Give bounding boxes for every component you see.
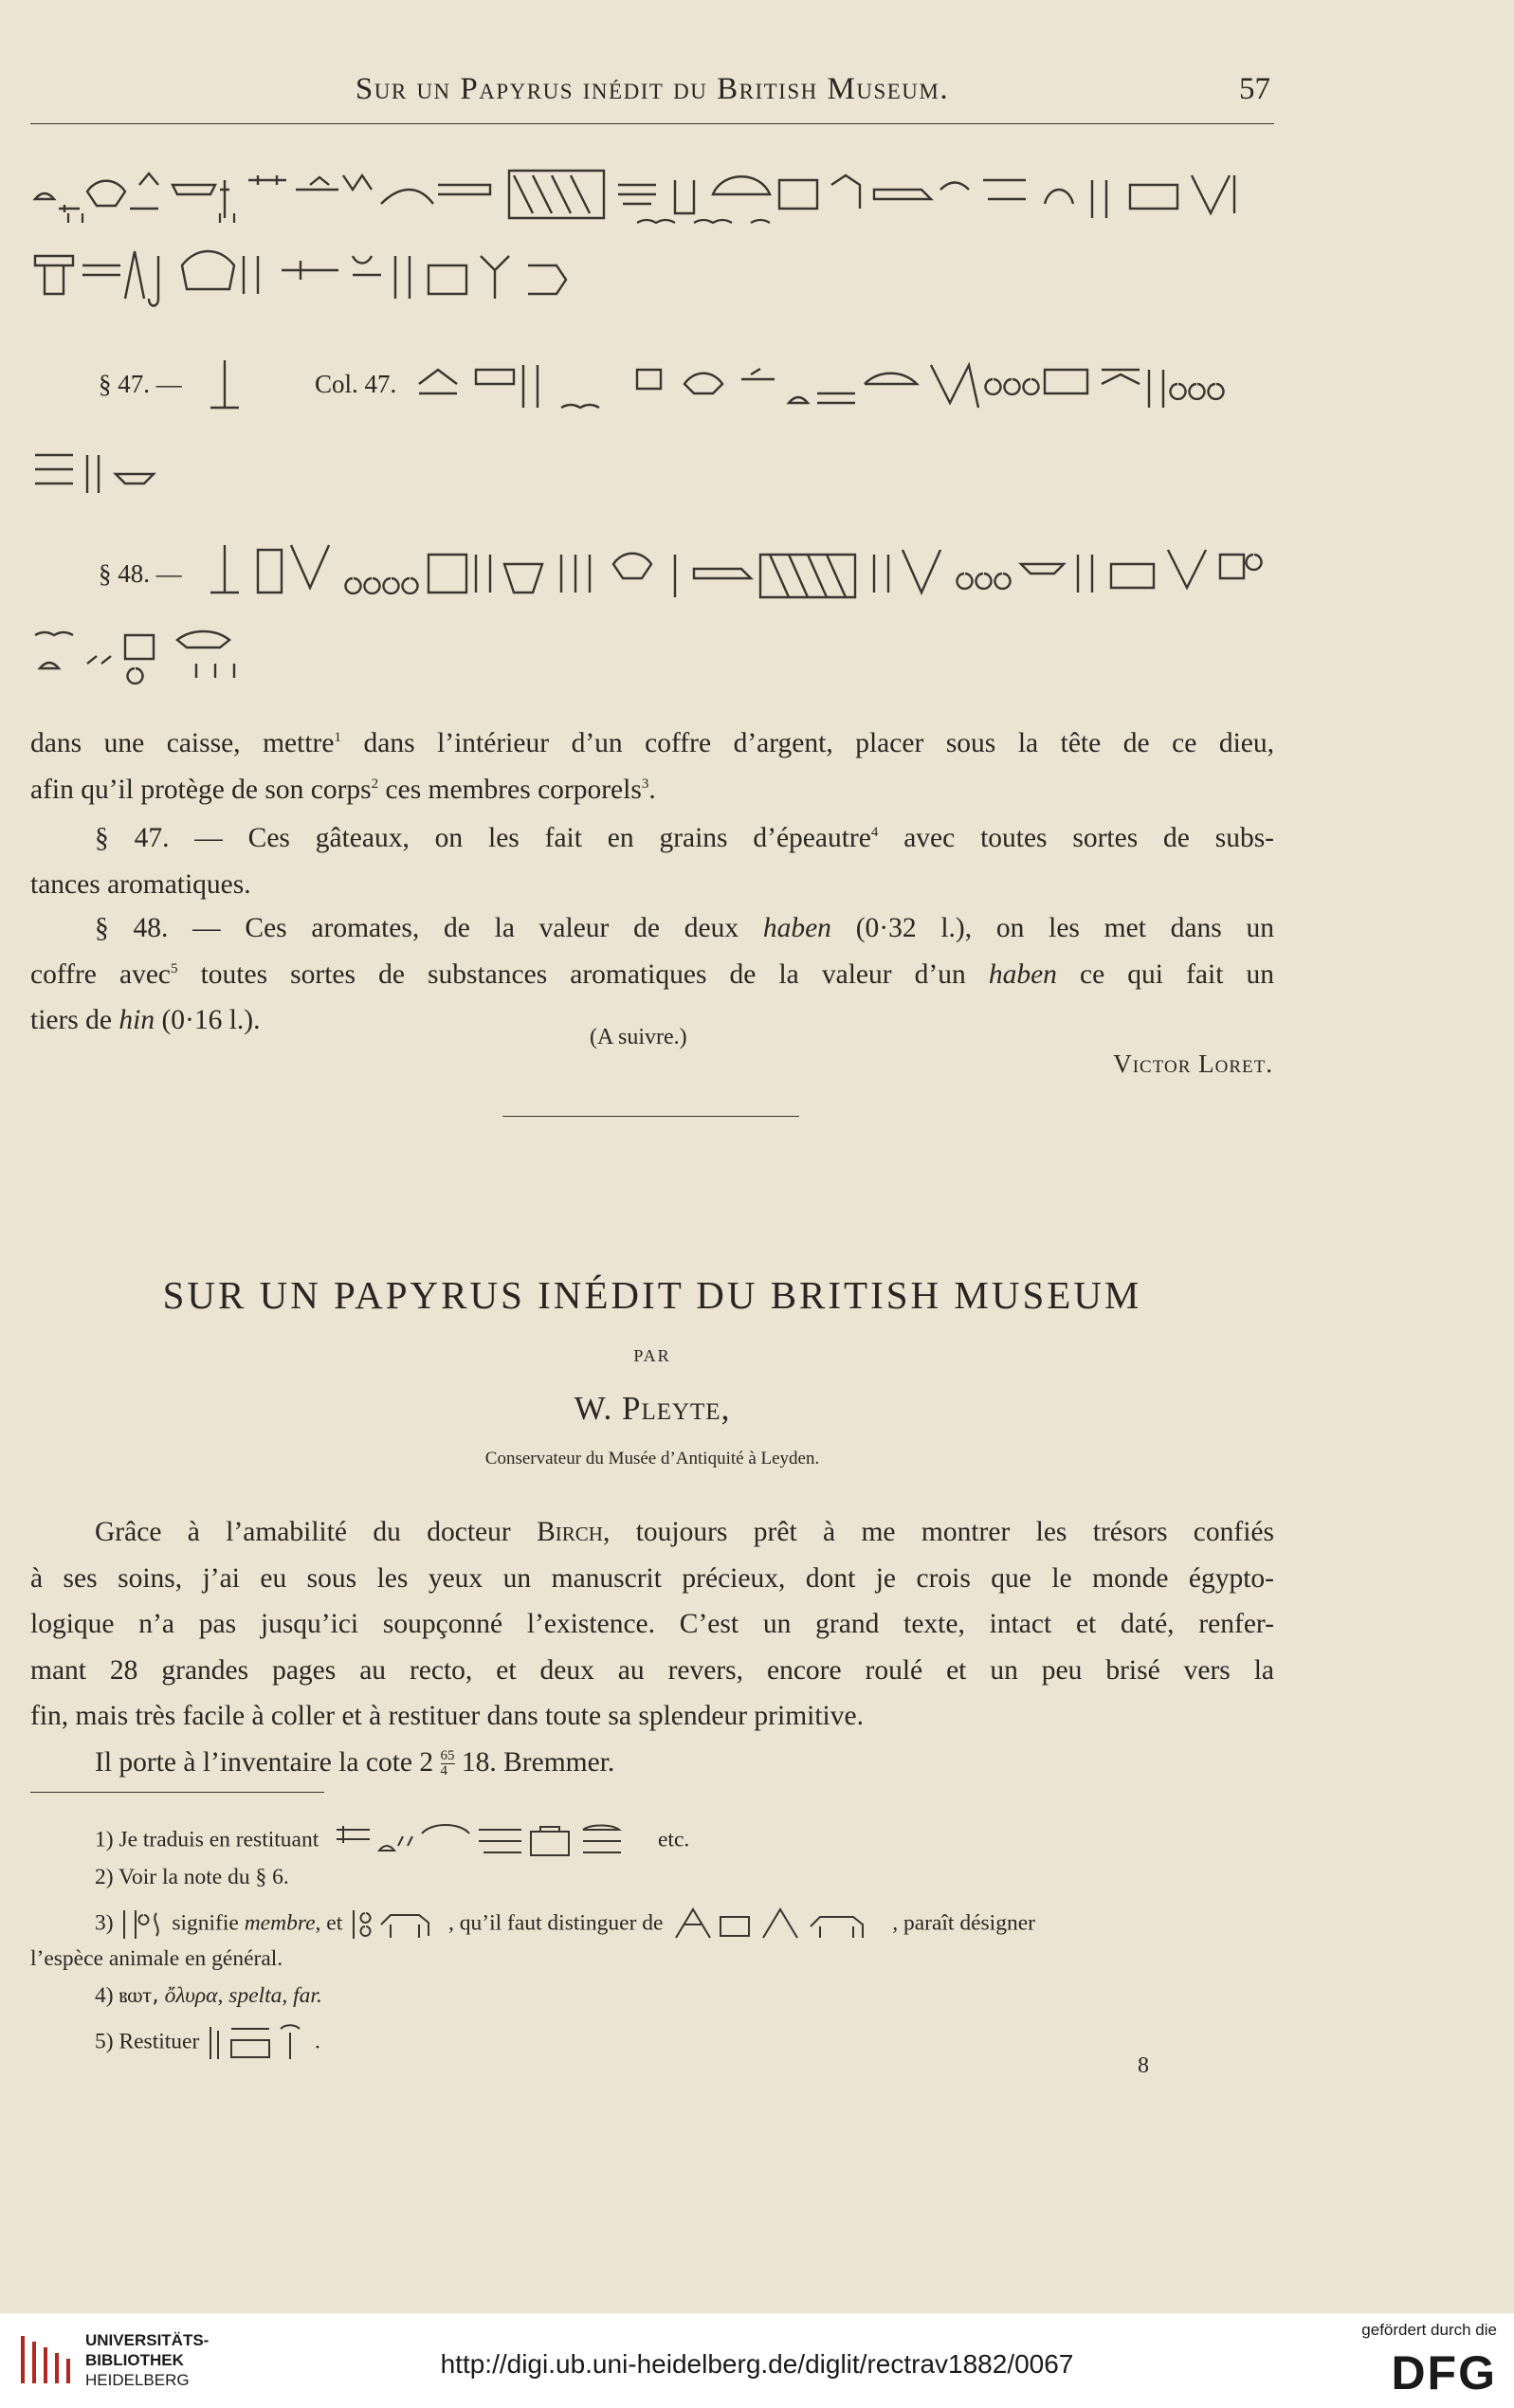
- footer-bar: [0, 2313, 1514, 2408]
- hieroglyph-line-3: [30, 341, 1274, 427]
- author-signature: Victor Loret.: [1113, 1049, 1273, 1078]
- footnote-mark-3: 3: [641, 775, 649, 792]
- paragraph-3-line-2: coffre avec$^5$ toutes sortes de substances aromatiques de la valeur d’un haben ce qui fait un: [30, 958, 1274, 990]
- column-47-label: Col. 47.: [315, 370, 397, 398]
- footnote-4: 4) ⲃⲱⲧ, ὄλυρα, spelta, far.: [95, 1981, 322, 2008]
- institution-name: UNIVERSITÄTS- BIBLIOTHEK HEIDELBERG: [85, 2331, 210, 2389]
- coptic-word: ⲃⲱⲧ,: [119, 1981, 159, 2008]
- paragraph-3-line-1: § 48. — Ces aromates, de la valeur de deux haben (0·32 l.), on les met dans un: [95, 913, 1274, 943]
- footnote-rule: [30, 1792, 324, 1793]
- footnote-mark-4: 4: [870, 825, 879, 841]
- hieroglyph-line-2: [30, 237, 1274, 313]
- footnote-5-hieroglyphs: [205, 2019, 309, 2067]
- paragraph-2-line-2: tances aromatiques.: [30, 868, 251, 900]
- page-number: 57: [1239, 72, 1270, 106]
- hieroglyph-line-6: [30, 621, 277, 687]
- body-line-2: à ses soins, j’ai eu sous les yeux un manuscrit précieux, dont je crois que le monde égypto-: [30, 1562, 1274, 1594]
- article-author: W. Pleyte,: [574, 1390, 731, 1427]
- signature-number: 8: [1138, 2053, 1149, 2078]
- footnote-5: 5) Restituer .: [95, 2019, 320, 2067]
- footnote-1-hieroglyphs: [332, 1822, 645, 1860]
- body-line-1: Grâce à l’amabilité du docteur Birch, toujours prêt à me montrer les trésors confiés: [95, 1517, 1274, 1547]
- article-title: SUR UN PAPYRUS INÉDIT DU BRITISH MUSEUM: [162, 1273, 1142, 1317]
- body-line-5: fin, mais très facile à coller et à restituer dans toute sa splendeur primitive.: [30, 1701, 864, 1731]
- footnote-mark-2: 2: [371, 775, 379, 792]
- section-48-label: § 48. —: [99, 559, 182, 588]
- paragraph-2-line-1: § 47. — Ces gâteaux, on les fait en grains d’épeautre$^4$ avec toutes sortes de subs-: [95, 823, 1275, 853]
- paragraph-1-line-1: dans une caisse, mettre$^1$ dans l’intérieur d’un coffre d’argent, placer sous la tête de ce dieu,: [30, 728, 1275, 758]
- byline-par: PAR: [633, 1346, 671, 1365]
- footnote-3-hieroglyph-b: [348, 1906, 443, 1943]
- footnote-3: 3) signifie membre, et , qu’il faut distinguer de , paraît désigner: [95, 1904, 1035, 1945]
- paragraph-1-line-2: afin qu’il protège de son corps$^2$ ces membres corporels$^3$.: [30, 774, 656, 805]
- running-title: Sur un Papyrus inédit du British Museum.: [355, 72, 950, 106]
- hieroglyph-line-4: [30, 436, 220, 512]
- article-divider: [502, 1116, 799, 1117]
- paragraph-1: [30, 721, 1274, 812]
- dfg-logo: DFG: [1391, 2346, 1497, 2399]
- author-affiliation: Conservateur du Musée d’Antiquité à Leyden.: [484, 1449, 820, 1469]
- running-header: [30, 66, 1274, 124]
- footnote-1: 1) Je traduis en restituant etc.: [95, 1822, 689, 1860]
- paragraph-3: [30, 905, 1274, 1044]
- hieroglyph-line-1: [30, 142, 1274, 228]
- footnote-mark-5: 5: [171, 960, 178, 976]
- paragraph-3-line-3: tiers de hin (0·16 l.).: [30, 1005, 261, 1035]
- footnote-3-continued: l’espèce animale en général.: [30, 1946, 283, 1971]
- footnote-mark-1: 1: [334, 730, 341, 746]
- greek-word: ὄλυρα,: [164, 1983, 224, 2008]
- funding-label: gefördert durch die: [1361, 2321, 1497, 2339]
- body-line-6: Il porte à l’inventaire la cote 2 $\frac{65}{4}$ 18. Bremmer.: [95, 1746, 615, 1779]
- source-url[interactable]: http://digi.ub.uni-heidelberg.de/diglit/rectrav1882/0067: [440, 2349, 1074, 2379]
- hieroglyph-line-5: [30, 526, 1274, 621]
- footnote-3-hieroglyph-c: [668, 1904, 886, 1945]
- footnote-3-hieroglyph-a: [119, 1906, 166, 1943]
- body-line-3: logique n’a pas jusqu’ici soupçonné l’existence. C’est un grand texte, intact et daté, renfer-: [30, 1609, 1274, 1639]
- continued-note: (A suivre.): [590, 1025, 687, 1049]
- article-body: [30, 1509, 1274, 1785]
- section-47-label: § 47. —: [99, 370, 182, 398]
- inventory-fraction: $\frac{65}{4}$: [440, 1748, 455, 1779]
- hieroglyph-text: [30, 142, 1274, 673]
- body-line-4: mant 28 grandes pages au recto, et deux au revers, encore roulé et un peu brisé vers la: [30, 1654, 1274, 1686]
- paragraph-2: [30, 815, 1274, 907]
- footnote-2: 2) Voir la note du § 6.: [95, 1865, 289, 1889]
